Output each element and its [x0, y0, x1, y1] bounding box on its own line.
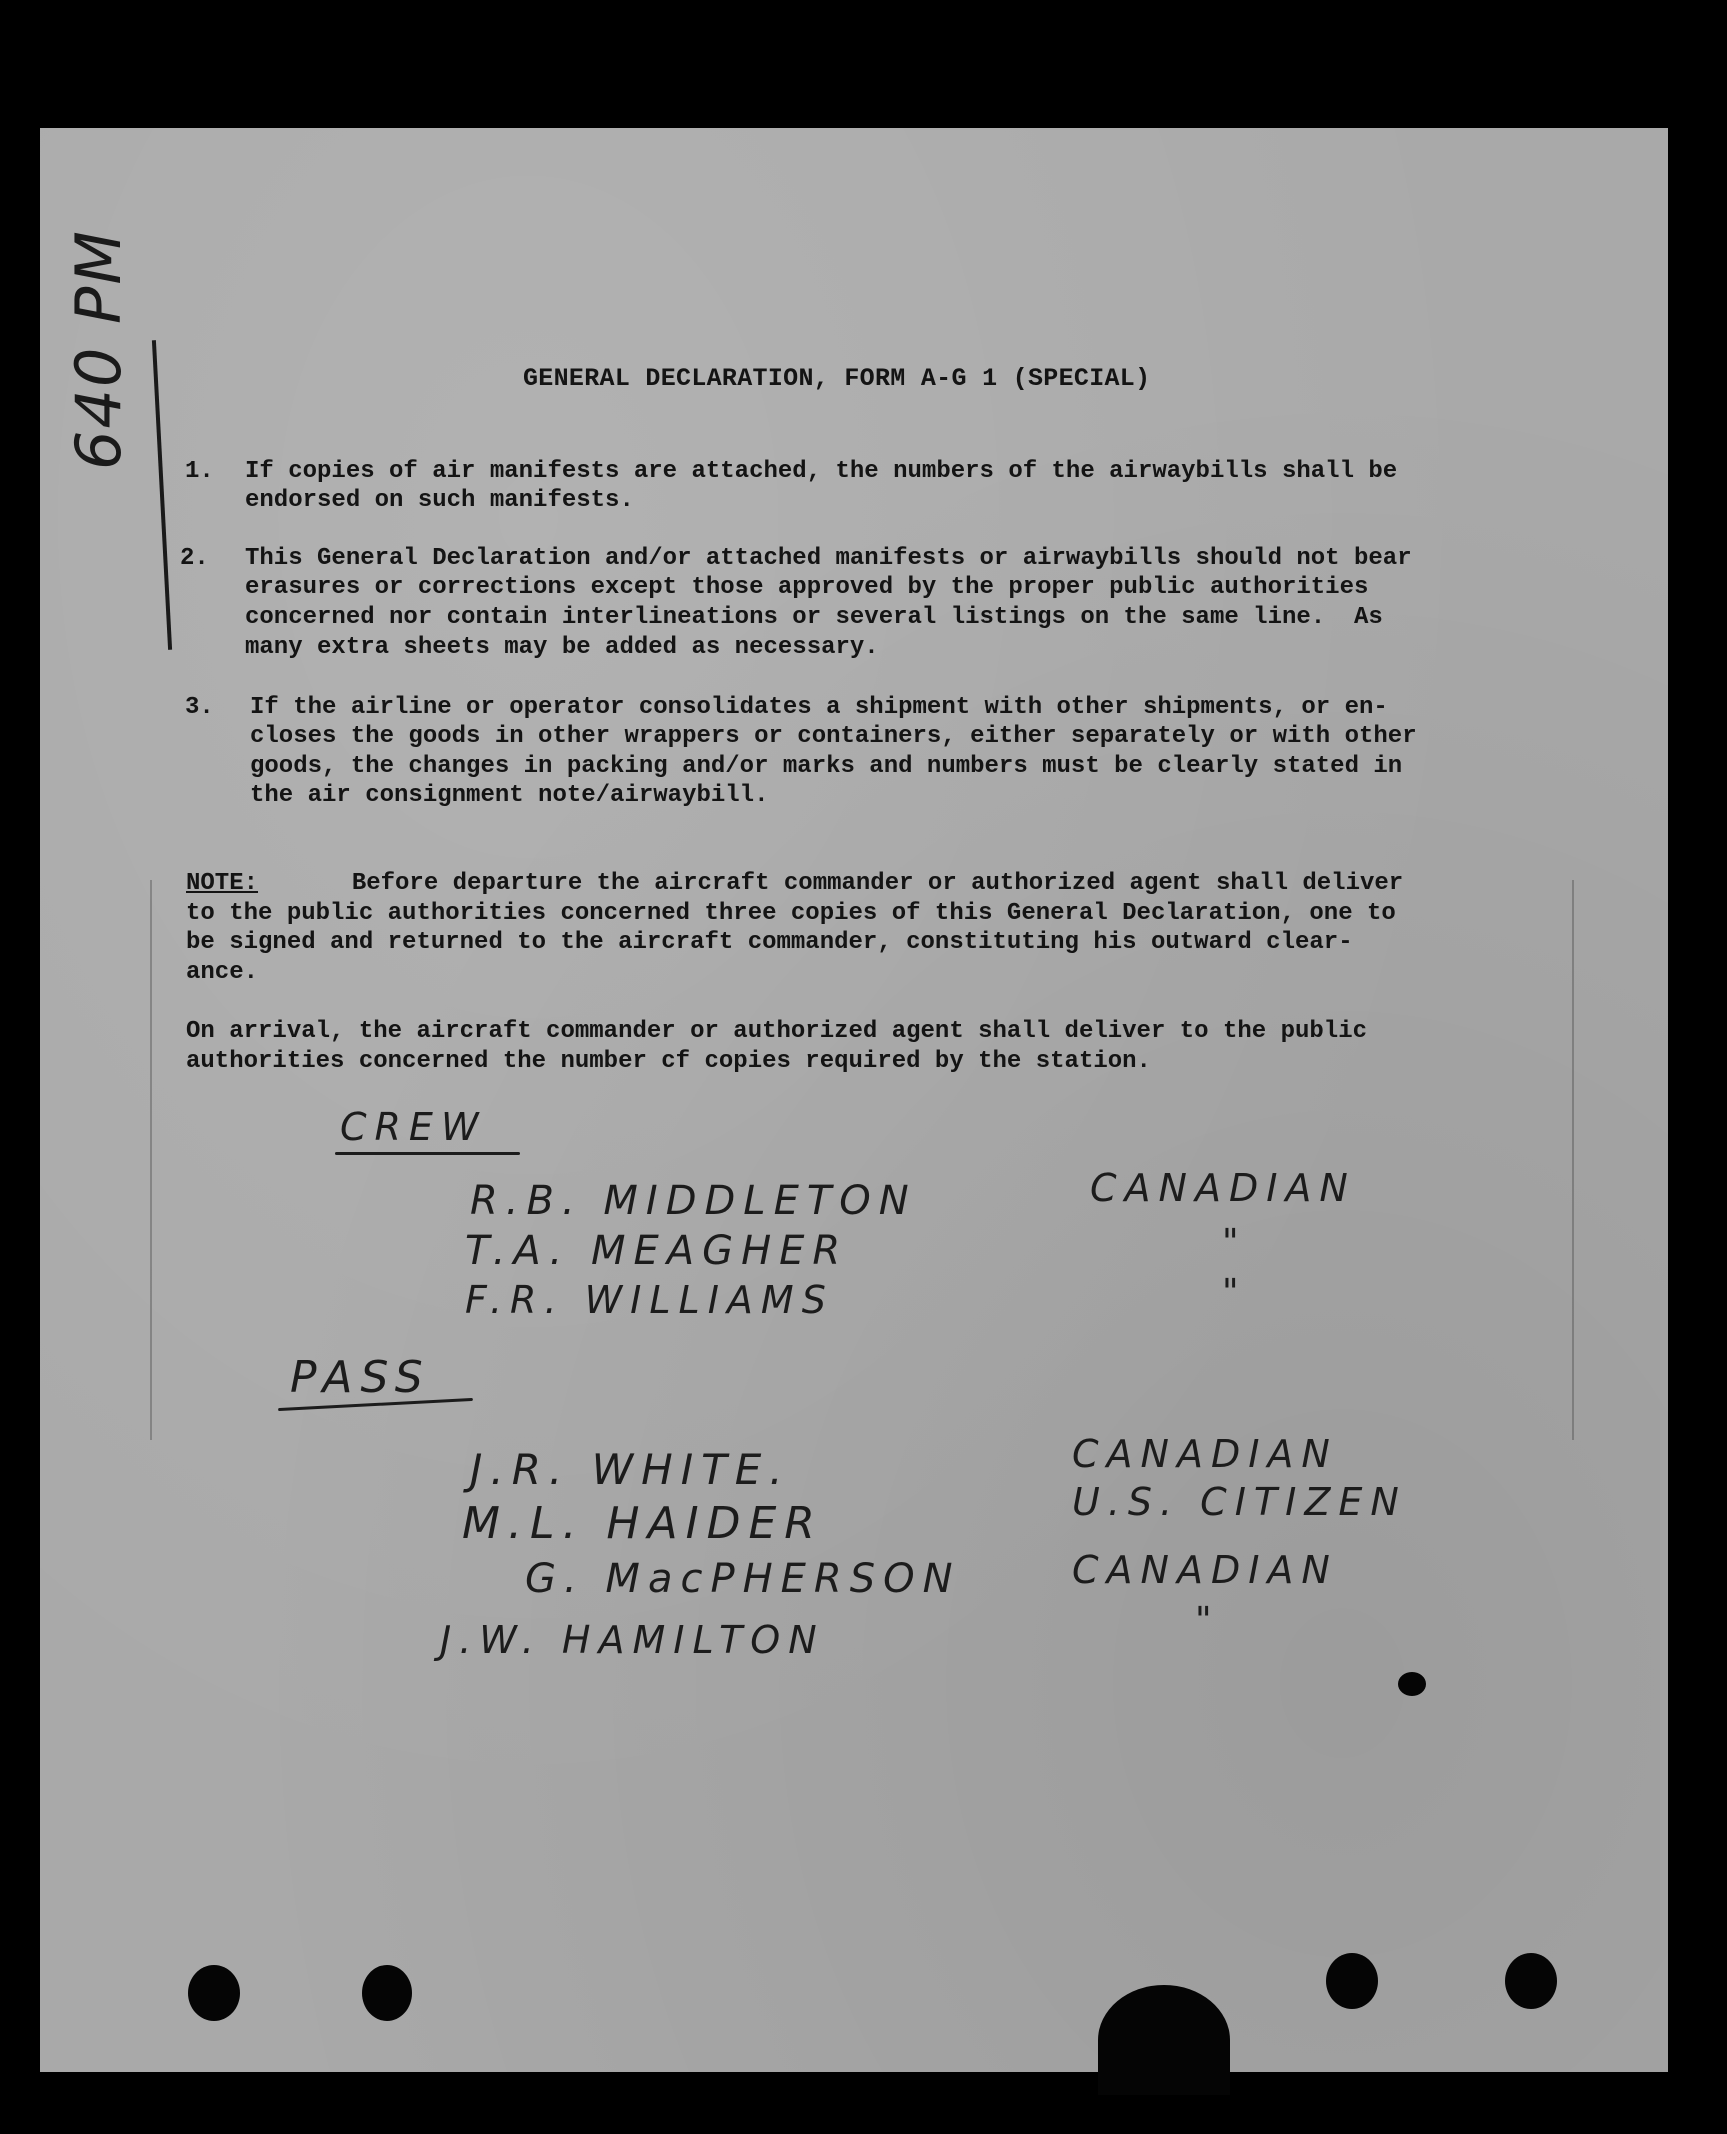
- crew-nationality: CANADIAN: [1090, 1166, 1356, 1210]
- note-line: to the public authorities concerned three copies of this General Declaration, one to: [186, 900, 1396, 927]
- item-number: 2.: [180, 545, 209, 572]
- crew-name: T.A. MEAGHER: [465, 1228, 849, 1274]
- crew-heading-underline: [335, 1152, 520, 1155]
- note-line: be signed and returned to the aircraft commander, constituting his outward clear-: [186, 929, 1353, 956]
- item-line: many extra sheets may be added as necessary.: [245, 634, 879, 661]
- item-line: erasures or corrections except those approved by the proper public authorities: [245, 574, 1369, 601]
- note-line: ance.: [186, 959, 259, 986]
- item-line: If copies of air manifests are attached, the numbers of the airwaybills shall be: [245, 458, 1398, 485]
- passenger-name: G. MacPHERSON: [525, 1556, 961, 1602]
- punch-hole: [1505, 1953, 1557, 2009]
- passenger-nationality: CANADIAN: [1072, 1548, 1338, 1592]
- page-title: GENERAL DECLARATION, FORM A-G 1 (SPECIAL): [523, 364, 1151, 393]
- torn-edge: [1098, 1985, 1230, 2095]
- passenger-nationality: ": [1195, 1600, 1220, 1641]
- passenger-name: M.L. HAIDER: [462, 1498, 823, 1549]
- arrival-line: authorities concerned the number cf copies required by the station.: [186, 1048, 1151, 1075]
- note-line: Before departure the aircraft commander or authorized agent shall deliver: [251, 870, 1404, 897]
- crew-nationality: ": [1222, 1222, 1247, 1263]
- passenger-name: J.R. WHITE.: [470, 1445, 791, 1494]
- item-line: goods, the changes in packing and/or marks and numbers must be clearly stated in: [250, 753, 1403, 780]
- document-page: [40, 128, 1668, 2072]
- passenger-nationality: CANADIAN: [1072, 1432, 1338, 1476]
- crew-name: R.B. MIDDLETON: [470, 1178, 917, 1224]
- pass-heading: PASS: [290, 1352, 431, 1403]
- item-number: 3.: [185, 694, 214, 721]
- passenger-name: J.W. HAMILTON: [440, 1618, 825, 1662]
- arrival-line: On arrival, the aircraft commander or authorized agent shall deliver to the public: [186, 1018, 1367, 1045]
- item-line: concerned nor contain interlineations or several listings on the same line. As: [245, 604, 1383, 631]
- item-line: If the airline or operator consolidates a shipment with other shipments, or en-: [250, 694, 1388, 721]
- punch-hole: [362, 1965, 412, 2021]
- crew-heading: CREW: [340, 1105, 487, 1149]
- form-border-line: [1572, 880, 1574, 1440]
- item-number: 1.: [185, 458, 214, 485]
- item-line: the air consignment note/airwaybill.: [250, 782, 769, 809]
- form-border-line: [150, 880, 152, 1440]
- punch-hole: [188, 1965, 240, 2021]
- passenger-nationality: U.S. CITIZEN: [1072, 1480, 1407, 1524]
- punch-hole: [1326, 1953, 1378, 2009]
- ink-blot: [1398, 1672, 1426, 1696]
- item-line: endorsed on such manifests.: [245, 487, 634, 514]
- item-line: This General Declaration and/or attached manifests or airwaybills should not bear: [245, 545, 1412, 572]
- item-line: closes the goods in other wrappers or containers, either separately or with other: [250, 723, 1417, 750]
- note-label: NOTE:: [186, 870, 259, 897]
- margin-note: 640 PM: [62, 229, 135, 470]
- crew-nationality: ": [1222, 1272, 1247, 1313]
- crew-name: F.R. WILLIAMS: [465, 1278, 834, 1322]
